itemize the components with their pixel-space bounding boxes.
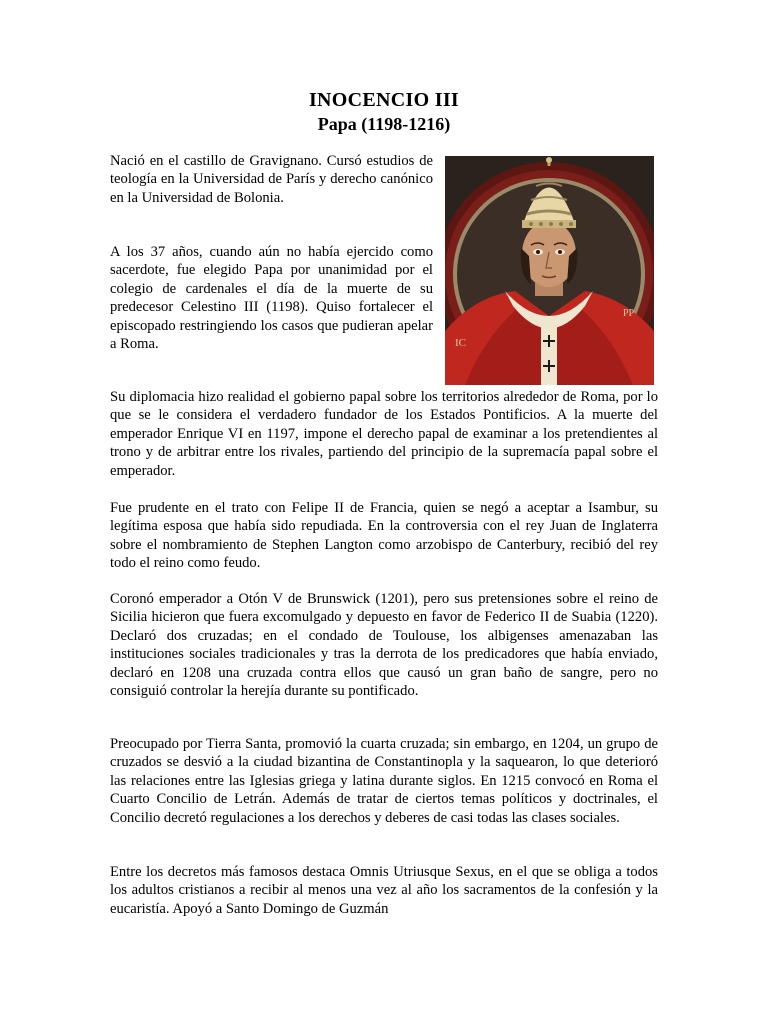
page-title: INOCENCIO III <box>308 89 460 111</box>
paragraph-4: Fue prudente en el trato con Felipe II de Francia, quien se negó a aceptar a Isambur, su legítima esposa que había sido repudiada. En la controversia con el rey Juan de Inglaterra sobre el nombramiento de Stephen Langton como arzobispo de Canterbury, recibió del rey todo el reino como feudo. <box>110 500 658 572</box>
paragraph-7: Entre los decretos más famosos destaca Omnis Utriusque Sexus, en el que se obliga a todos los adultos cristianos a recibir al menos una vez al año los sacramentos de la confesión y la eucaristía. Apoyó a Santo Domingo de Guzmán <box>110 864 658 917</box>
papal-portrait-image <box>445 156 654 385</box>
paragraph-2: A los 37 años, cuando aún no había ejercido como sacerdote, fue elegido Papa por unanimidad por el colegio de cardenales el día de la muerte de su predecesor Celestino III (1198). Quiso fortalecer el episcopado restringiendo los casos que pudieran apelar a Roma. <box>110 244 433 353</box>
page-subtitle: Papa (1198-1216) <box>317 114 451 134</box>
portrait-inscription-right: PP <box>623 308 635 319</box>
portrait-inscription-left: IC <box>455 337 466 349</box>
paragraph-3: Su diplomacia hizo realidad el gobierno papal sobre los territorios alrededor de Roma, por lo que se le considera el verdadero fundador de los Estados Pontificios. A la muerte del emperador Enrique VI en 1197, impone el derecho papal de examinar a los pretendientes al trono y de arbitrar entre los rivales, partiendo del principio de la supremacía papal sobre el emperador. <box>110 389 658 479</box>
paragraph-6: Preocupado por Tierra Santa, promovió la cuarta cruzada; sin embargo, en 1204, un grupo de cruzados se desvió a la ciudad bizantina de Constantinopla y la saquearon, lo que deterioró las relaciones entre las Iglesias griega y latina durante siglos. En 1215 convocó en Roma el Cuarto Concilio de Letrán. Además de tratar de ciertos temas políticos y doctrinales, el Concilio decretó regulaciones a los derechos y deberes de casi todas las clases sociales. <box>110 736 658 826</box>
paragraph-1: Nació en el castillo de Gravignano. Cursó estudios de teología en la Universidad de París y derecho canónico en la Universidad de Bolonia. <box>110 153 433 206</box>
paragraph-5: Coronó emperador a Otón V de Brunswick (1201), pero sus pretensiones sobre el reino de Sicilia hicieron que fuera excomulgado y depuesto en favor de Federico II de Suabia (1220). Declaró dos cruzadas; en el condado de Toulouse, los albigenses amenazaban las instituciones sociales tradicionales y tras la derrota de los predicadores que había enviado, declaró en 1208 una cruzada contra ellos que causó un gran baño de sangre, pero no consiguió controlar la herejía durante su pontificado. <box>110 591 658 700</box>
